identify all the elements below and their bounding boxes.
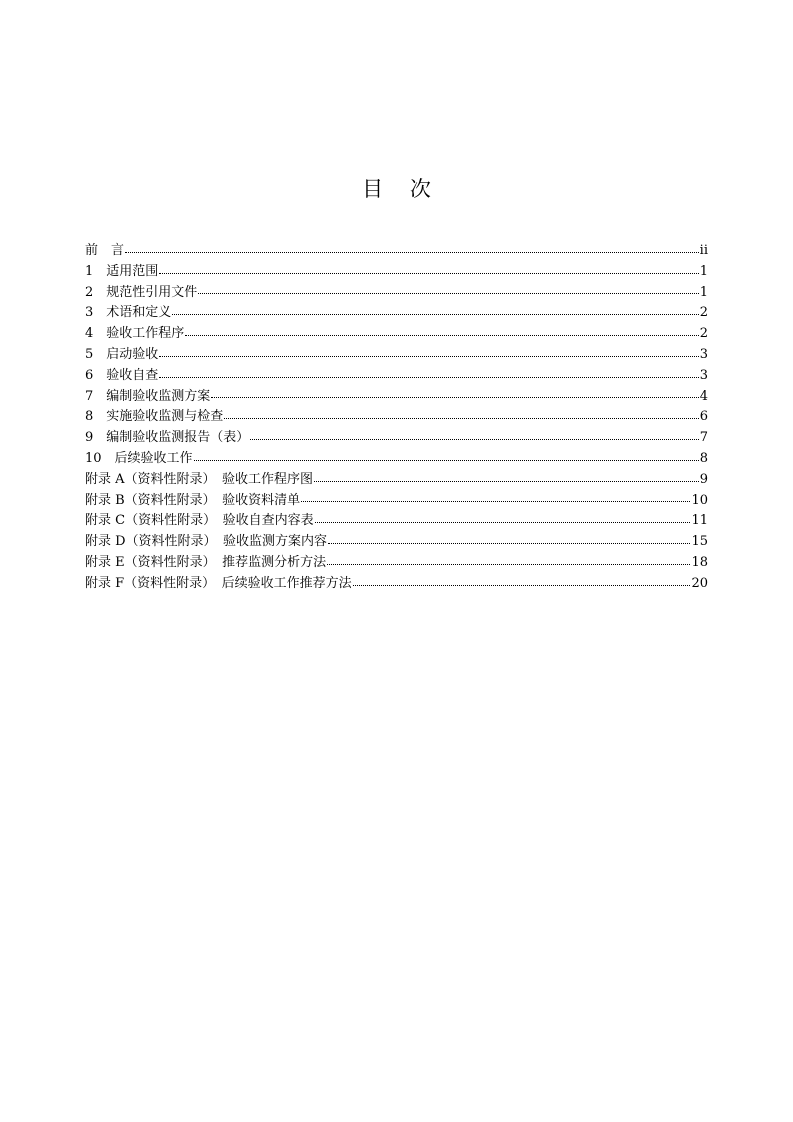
toc-leader-dots [211,396,698,398]
toc-leader-dots [185,334,698,336]
toc-leader-dots [301,500,690,502]
toc-entry-page: 18 [691,554,708,570]
toc-entry-appendix-a[interactable] [85,470,708,491]
toc-leader-dots [315,521,691,523]
toc-leader-dots [159,272,698,274]
toc-entry-label: 4 验收工作程序 [85,326,185,342]
toc-leader-dots [250,438,698,440]
toc-entry-label: 附录 C（资料性附录） 验收自查内容表 [85,513,314,529]
toc-entry-label: 前 言 [85,243,125,258]
toc-entry-appendix-e[interactable] [85,553,708,574]
toc-entry-page: 9 [699,471,708,487]
toc-entry-label: 5 启动验收 [85,346,159,362]
toc-entry-acceptance-procedure[interactable] [85,324,708,345]
toc-entry-page: 7 [699,430,708,446]
toc-entry-page: 3 [699,367,708,383]
toc-entry-appendix-d[interactable] [85,532,708,553]
toc-entry-label: 3 术语和定义 [85,305,172,321]
toc-entry-page: 10 [691,492,708,508]
toc-entry-page: 2 [699,326,708,342]
page-title: 目 次 [362,177,431,201]
toc-entry-label: 10 后续验收工作 [85,450,193,466]
toc-entry-scope[interactable] [85,262,708,283]
toc-entry-page: 8 [699,450,708,466]
toc-entry-page: 1 [699,284,708,300]
toc-entry-appendix-f[interactable] [85,574,708,595]
toc-entry-appendix-c[interactable] [85,511,708,532]
toc-entry-self-check[interactable] [85,366,708,387]
toc-leader-dots [198,292,698,294]
toc-entry-label: 附录 E（资料性附录） 推荐监测分析方法 [85,554,327,570]
toc-leader-dots [224,417,698,419]
toc-entry-label: 8 实施验收监测与检查 [85,409,224,425]
toc-entry-page: ii [699,243,708,258]
toc-leader-dots [328,542,690,544]
toc-entry-start-acceptance[interactable] [85,345,708,366]
table-of-contents [85,241,708,595]
toc-entry-page: 20 [691,575,708,591]
toc-entry-monitoring-plan[interactable] [85,387,708,408]
toc-entry-appendix-b[interactable] [85,491,708,512]
toc-leader-dots [172,313,698,315]
toc-entry-label: 附录 A（资料性附录） 验收工作程序图 [85,471,314,487]
toc-leader-dots [159,355,698,357]
toc-entry-label: 6 验收自查 [85,367,159,383]
toc-entry-label: 2 规范性引用文件 [85,284,198,300]
toc-entry-page: 11 [691,513,708,529]
toc-entry-normative-references[interactable] [85,283,708,304]
toc-entry-terms-definitions[interactable] [85,303,708,324]
toc-leader-dots [353,584,691,586]
toc-entry-page: 15 [691,534,708,550]
toc-leader-dots [314,480,699,482]
toc-entry-page: 2 [699,305,708,321]
toc-leader-dots [125,251,699,253]
toc-entry-foreword[interactable] [85,241,708,262]
toc-entry-page: 3 [699,346,708,362]
toc-leader-dots [194,459,699,461]
toc-entry-label: 附录 B（资料性附录） 验收资料清单 [85,492,301,508]
toc-entry-page: 1 [699,263,708,279]
toc-leader-dots [159,376,698,378]
toc-entry-label: 附录 D（资料性附录） 验收监测方案内容 [85,534,328,550]
toc-entry-page: 4 [699,388,708,404]
toc-entry-monitoring-report[interactable] [85,428,708,449]
toc-entry-label: 附录 F（资料性附录） 后续验收工作推荐方法 [85,575,352,591]
toc-entry-label: 1 适用范围 [85,263,159,279]
toc-leader-dots [327,563,690,565]
toc-entry-page: 6 [699,409,708,425]
toc-entry-follow-up-work[interactable] [85,449,708,470]
toc-entry-label: 9 编制验收监测报告（表） [85,430,250,446]
toc-entry-label: 7 编制验收监测方案 [85,388,211,404]
toc-entry-monitoring-inspection[interactable] [85,407,708,428]
